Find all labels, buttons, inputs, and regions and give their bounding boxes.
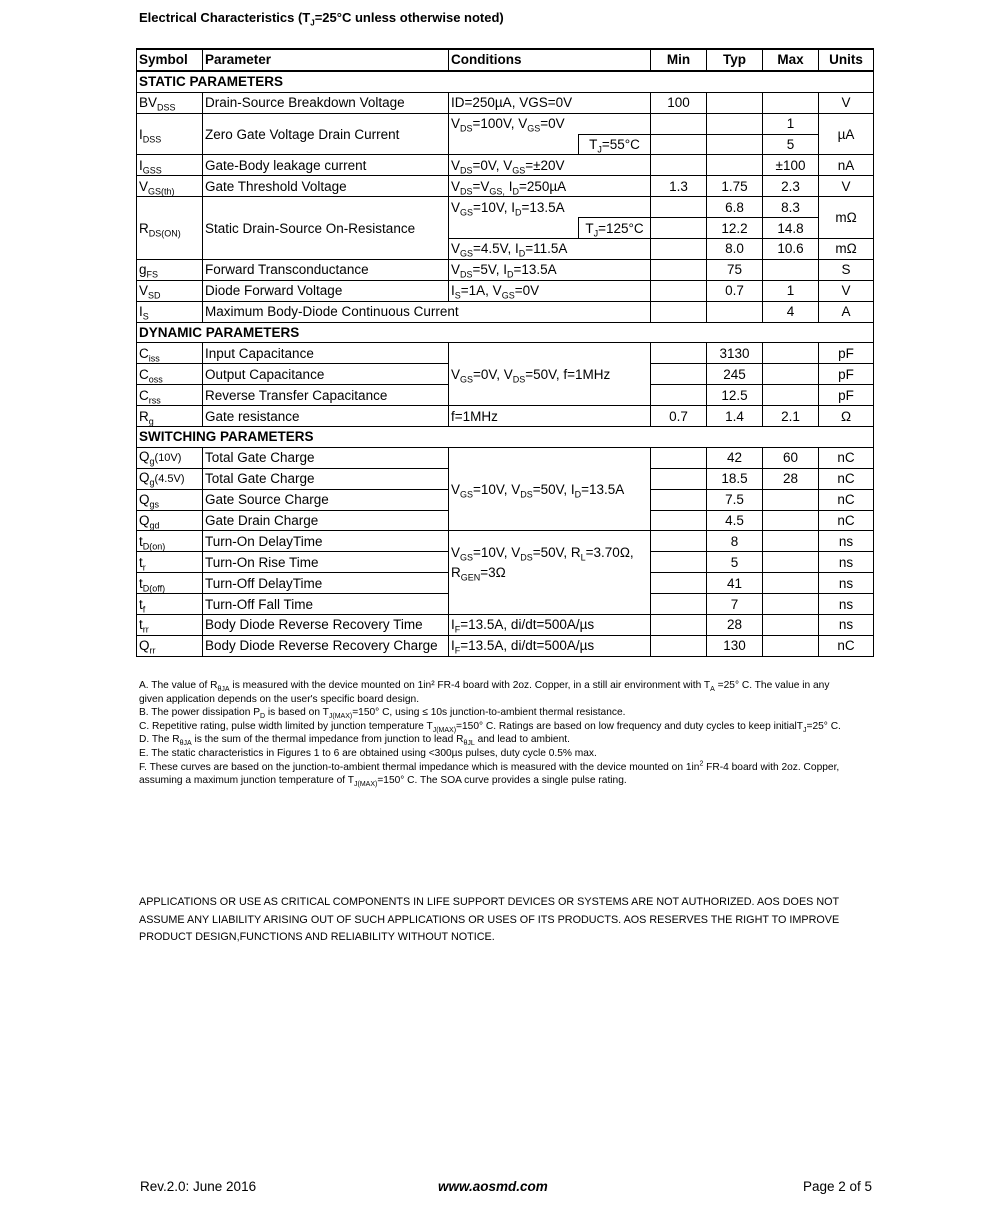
typ-cell: 12.2 bbox=[707, 218, 763, 239]
units-cell: nC bbox=[819, 468, 874, 489]
symbol-cell: $t_{rr}$ bbox=[137, 615, 203, 636]
section-switching: SWITCHING PARAMETERS bbox=[137, 427, 874, 448]
parameter-cell: Zero Gate Voltage Drain Current bbox=[203, 113, 449, 155]
typ-cell bbox=[707, 92, 763, 113]
symbol-cell: $g_{FS}$ bbox=[137, 259, 203, 280]
conditions-cell: $V_{GS}=10V$, $V_{DS}=50V$, $R_L=3.70\Omega$, $R_{GEN}=3\Omega$ bbox=[449, 531, 651, 594]
parameter-cell: Gate Threshold Voltage bbox=[203, 176, 449, 197]
symbol-cell: $C_{iss}$ bbox=[137, 343, 203, 364]
max-cell: 8.3 bbox=[763, 197, 819, 218]
symbol-cell: $Q_g(4.5V)$ bbox=[137, 468, 203, 489]
header-max: Max bbox=[763, 49, 819, 71]
symbol-cell: $t_{D(on)}$ bbox=[137, 531, 203, 552]
units-cell: ns bbox=[819, 552, 874, 573]
parameter-cell: Turn-Off Fall Time bbox=[203, 594, 449, 615]
header-parameter: Parameter bbox=[203, 49, 449, 71]
table-row-trr bbox=[137, 615, 874, 636]
conditions-cell: $I_F=13.5A$, di/dt=500A/µs bbox=[449, 635, 651, 656]
conditions-cell: $V_{GS}=10V$, $I_D=13.5A$ bbox=[449, 197, 651, 218]
typ-cell: 41 bbox=[707, 573, 763, 594]
max-cell bbox=[763, 489, 819, 510]
min-cell bbox=[651, 218, 707, 239]
max-cell bbox=[763, 615, 819, 636]
parameter-cell: Total Gate Charge bbox=[203, 468, 449, 489]
min-cell bbox=[651, 280, 707, 301]
table-row-rg bbox=[137, 406, 874, 427]
max-cell: 28 bbox=[763, 468, 819, 489]
max-cell bbox=[763, 552, 819, 573]
parameter-cell: Turn-Off DelayTime bbox=[203, 573, 449, 594]
typ-cell bbox=[707, 113, 763, 134]
symbol-cell: $C_{oss}$ bbox=[137, 364, 203, 385]
conditions-cell: $V_{GS}=10V$, $V_{DS}=50V$, $I_D=13.5A$ bbox=[449, 447, 651, 531]
parameter-cell: Body Diode Reverse Recovery Time bbox=[203, 615, 449, 636]
units-cell: pF bbox=[819, 343, 874, 364]
typ-cell bbox=[707, 301, 763, 322]
parameter-cell: Total Gate Charge bbox=[203, 447, 449, 468]
min-cell bbox=[651, 552, 707, 573]
conditions-cell: $V_{DS}=5V$, $I_D=13.5A$ bbox=[449, 259, 651, 280]
symbol-cell: $t_{D(off)}$ bbox=[137, 573, 203, 594]
note-b: B. The power dissipation $P_D$ is based on $T_{J(MAX)}=150^\circ$ C, using ≤ 10s junction-to-ambient thermal resistance. bbox=[139, 707, 626, 721]
min-cell bbox=[651, 364, 707, 385]
page-title: Electrical Characteristics ($T_J=25^\circ C$ unless otherwise noted) bbox=[139, 10, 504, 28]
footnotes bbox=[139, 679, 849, 788]
typ-cell bbox=[707, 134, 763, 155]
max-cell: 14.8 bbox=[763, 218, 819, 239]
units-cell: ns bbox=[819, 594, 874, 615]
units-cell: A bbox=[819, 301, 874, 322]
typ-cell: 1.4 bbox=[707, 406, 763, 427]
typ-cell bbox=[707, 155, 763, 176]
parameter-cell: Diode Forward Voltage bbox=[203, 280, 449, 301]
units-cell: pF bbox=[819, 364, 874, 385]
units-cell: nC bbox=[819, 635, 874, 656]
footer-website-link[interactable]: www.aosmd.com bbox=[438, 1179, 548, 1194]
units-cell: nC bbox=[819, 447, 874, 468]
parameter-cell: Body Diode Reverse Recovery Charge bbox=[203, 635, 449, 656]
units-cell: ns bbox=[819, 573, 874, 594]
table-header bbox=[137, 49, 874, 71]
min-cell bbox=[651, 301, 707, 322]
max-cell: ±100 bbox=[763, 155, 819, 176]
typ-cell: 1.75 bbox=[707, 176, 763, 197]
max-cell bbox=[763, 92, 819, 113]
typ-cell: 42 bbox=[707, 447, 763, 468]
typ-cell: 75 bbox=[707, 259, 763, 280]
note-f: F. These curves are based on the junction-to-ambient thermal impedance which is measured with the device mounted on $1in^2$ FR-4 board with 2oz. Copper, assuming a maximum junction temperature of $T_{J(MAX)}=150^\circ$ C. The SOA curve provides a single pulse rating. bbox=[139, 760, 840, 789]
table-row-bvdss bbox=[137, 92, 874, 113]
electrical-characteristics-table bbox=[136, 48, 874, 657]
disclaimer: APPLICATIONS OR USE AS CRITICAL COMPONENTS IN LIFE SUPPORT DEVICES OR SYSTEMS ARE NOT AUTHORIZED. AOS DOES NOT ASSUME ANY LIABILITY ARISING OUT OF SUCH APPLICATIONS OR USES OF ITS PRODUCTS. AOS RESERVES THE RIGHT TO IMPROVE PRODUCT DESIGN,FUNCTIONS AND RELIABILITY WITHOUT NOTICE. bbox=[139, 896, 840, 943]
parameter-cell: Maximum Body-Diode Continuous Current bbox=[203, 301, 651, 322]
section-static: STATIC PARAMETERS bbox=[137, 71, 874, 92]
parameter-cell: Turn-On DelayTime bbox=[203, 531, 449, 552]
typ-cell: 130 bbox=[707, 635, 763, 656]
typ-cell: 18.5 bbox=[707, 468, 763, 489]
units-cell: V bbox=[819, 92, 874, 113]
symbol-cell: $I_{DSS}$ bbox=[137, 113, 203, 155]
header-conditions: Conditions bbox=[449, 49, 651, 71]
table-row-tf bbox=[137, 594, 874, 615]
typ-cell: 12.5 bbox=[707, 385, 763, 406]
parameter-cell: Turn-On Rise Time bbox=[203, 552, 449, 573]
tj-cell: $T_J=125^\circ C$ bbox=[579, 218, 651, 239]
typ-cell: 8.0 bbox=[707, 239, 763, 260]
min-cell bbox=[651, 197, 707, 218]
max-cell: 1 bbox=[763, 280, 819, 301]
max-cell bbox=[763, 531, 819, 552]
header-typ: Typ bbox=[707, 49, 763, 71]
min-cell bbox=[651, 343, 707, 364]
min-cell bbox=[651, 615, 707, 636]
table-row-rdson bbox=[137, 197, 874, 218]
max-cell bbox=[763, 635, 819, 656]
table-row-qg10 bbox=[137, 447, 874, 468]
max-cell: 2.3 bbox=[763, 176, 819, 197]
units-cell: Ω bbox=[819, 406, 874, 427]
symbol-cell: $C_{rss}$ bbox=[137, 385, 203, 406]
max-cell bbox=[763, 364, 819, 385]
conditions-cell: $I_F=13.5A$, di/dt=500A/µs bbox=[449, 615, 651, 636]
table-row-vsd bbox=[137, 280, 874, 301]
footer-revision: Rev.2.0: June 2016 bbox=[140, 1179, 257, 1194]
min-cell bbox=[651, 510, 707, 531]
max-cell: 10.6 bbox=[763, 239, 819, 260]
units-cell: nC bbox=[819, 510, 874, 531]
table-row-ciss bbox=[137, 343, 874, 364]
min-cell bbox=[651, 531, 707, 552]
min-cell bbox=[651, 385, 707, 406]
symbol-cell: $t_r$ bbox=[137, 552, 203, 573]
max-cell: 60 bbox=[763, 447, 819, 468]
symbol-cell: $Q_g(10V)$ bbox=[137, 447, 203, 468]
section-dynamic: DYNAMIC PARAMETERS bbox=[137, 322, 874, 343]
parameter-cell: Drain-Source Breakdown Voltage bbox=[203, 92, 449, 113]
typ-cell: 5 bbox=[707, 552, 763, 573]
symbol-cell: $I_{GSS}$ bbox=[137, 155, 203, 176]
note-d: D. The $R_{\theta JA}$ is the sum of the thermal impedance from junction to lead $R_{\theta JL}$ and lead to ambient. bbox=[139, 734, 570, 748]
typ-cell: 4.5 bbox=[707, 510, 763, 531]
conditions-cell: $V_{DS}=0V$, $V_{GS}=\pm 20V$ bbox=[449, 155, 651, 176]
min-cell bbox=[651, 573, 707, 594]
note-c: C. Repetitive rating, pulse width limited by junction temperature $T_{J(MAX)}=150^\circ$ C. Ratings are based on low frequency and duty cycles to keep initialT$_J$=25° C. bbox=[139, 720, 841, 734]
conditions-blank bbox=[449, 218, 579, 239]
units-cell: nA bbox=[819, 155, 874, 176]
units-cell: mΩ bbox=[819, 197, 874, 239]
symbol-cell: $Q_{gd}$ bbox=[137, 510, 203, 531]
symbol-cell: $I_S$ bbox=[137, 301, 203, 322]
min-cell bbox=[651, 489, 707, 510]
typ-cell: 7.5 bbox=[707, 489, 763, 510]
units-cell: nC bbox=[819, 489, 874, 510]
min-cell: 0.7 bbox=[651, 406, 707, 427]
table-row-igss bbox=[137, 155, 874, 176]
typ-cell: 7 bbox=[707, 594, 763, 615]
parameter-cell: Reverse Transfer Capacitance bbox=[203, 385, 449, 406]
max-cell bbox=[763, 385, 819, 406]
header-min: Min bbox=[651, 49, 707, 71]
symbol-cell: $t_f$ bbox=[137, 594, 203, 615]
max-cell: 4 bbox=[763, 301, 819, 322]
max-cell: 1 bbox=[763, 113, 819, 134]
max-cell bbox=[763, 594, 819, 615]
conditions-blank bbox=[449, 594, 651, 615]
typ-cell: 28 bbox=[707, 615, 763, 636]
conditions-blank bbox=[449, 134, 579, 155]
units-cell: V bbox=[819, 176, 874, 197]
units-cell: ns bbox=[819, 615, 874, 636]
symbol-cell: $V_{GS(th)}$ bbox=[137, 176, 203, 197]
min-cell bbox=[651, 134, 707, 155]
header-units: Units bbox=[819, 49, 874, 71]
typ-cell: 8 bbox=[707, 531, 763, 552]
units-cell: pF bbox=[819, 385, 874, 406]
note-e: E. The static characteristics in Figures 1 to 6 are obtained using <300µs pulses, duty cycle 0.5% max. bbox=[139, 747, 597, 759]
min-cell bbox=[651, 447, 707, 468]
parameter-cell: Gate-Body leakage current bbox=[203, 155, 449, 176]
header-symbol: Symbol bbox=[137, 49, 203, 71]
parameter-cell: Gate Source Charge bbox=[203, 489, 449, 510]
parameter-cell: Output Capacitance bbox=[203, 364, 449, 385]
max-cell bbox=[763, 510, 819, 531]
typ-cell: 0.7 bbox=[707, 280, 763, 301]
conditions-cell: ID=250µA, VGS=0V bbox=[449, 92, 651, 113]
units-cell: V bbox=[819, 280, 874, 301]
units-cell: S bbox=[819, 259, 874, 280]
min-cell bbox=[651, 594, 707, 615]
conditions-cell: $V_{DS}=100V$, $V_{GS}=0V$ bbox=[449, 113, 651, 134]
table-row-vgsth bbox=[137, 176, 874, 197]
typ-cell: 6.8 bbox=[707, 197, 763, 218]
symbol-cell: $Q_{rr}$ bbox=[137, 635, 203, 656]
table-row-tdon bbox=[137, 531, 874, 552]
table-row-is bbox=[137, 301, 874, 322]
conditions-cell: $V_{GS}=4.5V$, $I_D=11.5A$ bbox=[449, 239, 651, 260]
units-cell: mΩ bbox=[819, 239, 874, 260]
typ-cell: 3130 bbox=[707, 343, 763, 364]
note-a: A. The value of $R_{\theta JA}$ is measured with the device mounted on 1in² FR-4 board with 2oz. Copper, in a still air environment with $T_A =25^\circ$ C. The value in any given application depends on the user's specific board design. bbox=[139, 680, 830, 705]
min-cell bbox=[651, 113, 707, 134]
max-cell: 5 bbox=[763, 134, 819, 155]
min-cell bbox=[651, 468, 707, 489]
conditions-cell: $V_{DS}=V_{GS,}$ $I_D=250\mu A$ bbox=[449, 176, 651, 197]
max-cell bbox=[763, 573, 819, 594]
tj-cell: $T_J=55^\circ C$ bbox=[579, 134, 651, 155]
parameter-cell: Gate Drain Charge bbox=[203, 510, 449, 531]
min-cell bbox=[651, 259, 707, 280]
parameter-cell: Static Drain-Source On-Resistance bbox=[203, 197, 449, 260]
units-cell: µA bbox=[819, 113, 874, 155]
min-cell bbox=[651, 239, 707, 260]
max-cell bbox=[763, 259, 819, 280]
table-row-idss bbox=[137, 113, 874, 134]
min-cell: 1.3 bbox=[651, 176, 707, 197]
symbol-cell: $R_g$ bbox=[137, 406, 203, 427]
parameter-cell: Forward Transconductance bbox=[203, 259, 449, 280]
min-cell bbox=[651, 155, 707, 176]
symbol-cell: $BV_{DSS}$ bbox=[137, 92, 203, 113]
table-row-gfs bbox=[137, 259, 874, 280]
min-cell bbox=[651, 635, 707, 656]
conditions-cell: $V_{GS}=0V$, $V_{DS}=50V$, f=1MHz bbox=[449, 343, 651, 406]
conditions-cell: f=1MHz bbox=[449, 406, 651, 427]
symbol-cell: $V_{SD}$ bbox=[137, 280, 203, 301]
parameter-cell: Gate resistance bbox=[203, 406, 449, 427]
units-cell: ns bbox=[819, 531, 874, 552]
min-cell: 100 bbox=[651, 92, 707, 113]
table-row-qrr bbox=[137, 635, 874, 656]
typ-cell: 245 bbox=[707, 364, 763, 385]
footer-page-number: Page 2 of 5 bbox=[803, 1179, 873, 1194]
symbol-cell: $Q_{gs}$ bbox=[137, 489, 203, 510]
max-cell bbox=[763, 343, 819, 364]
max-cell: 2.1 bbox=[763, 406, 819, 427]
parameter-cell: Input Capacitance bbox=[203, 343, 449, 364]
conditions-cell: $I_S=1A$, $V_{GS}=0V$ bbox=[449, 280, 651, 301]
symbol-cell: $R_{DS(ON)}$ bbox=[137, 197, 203, 260]
